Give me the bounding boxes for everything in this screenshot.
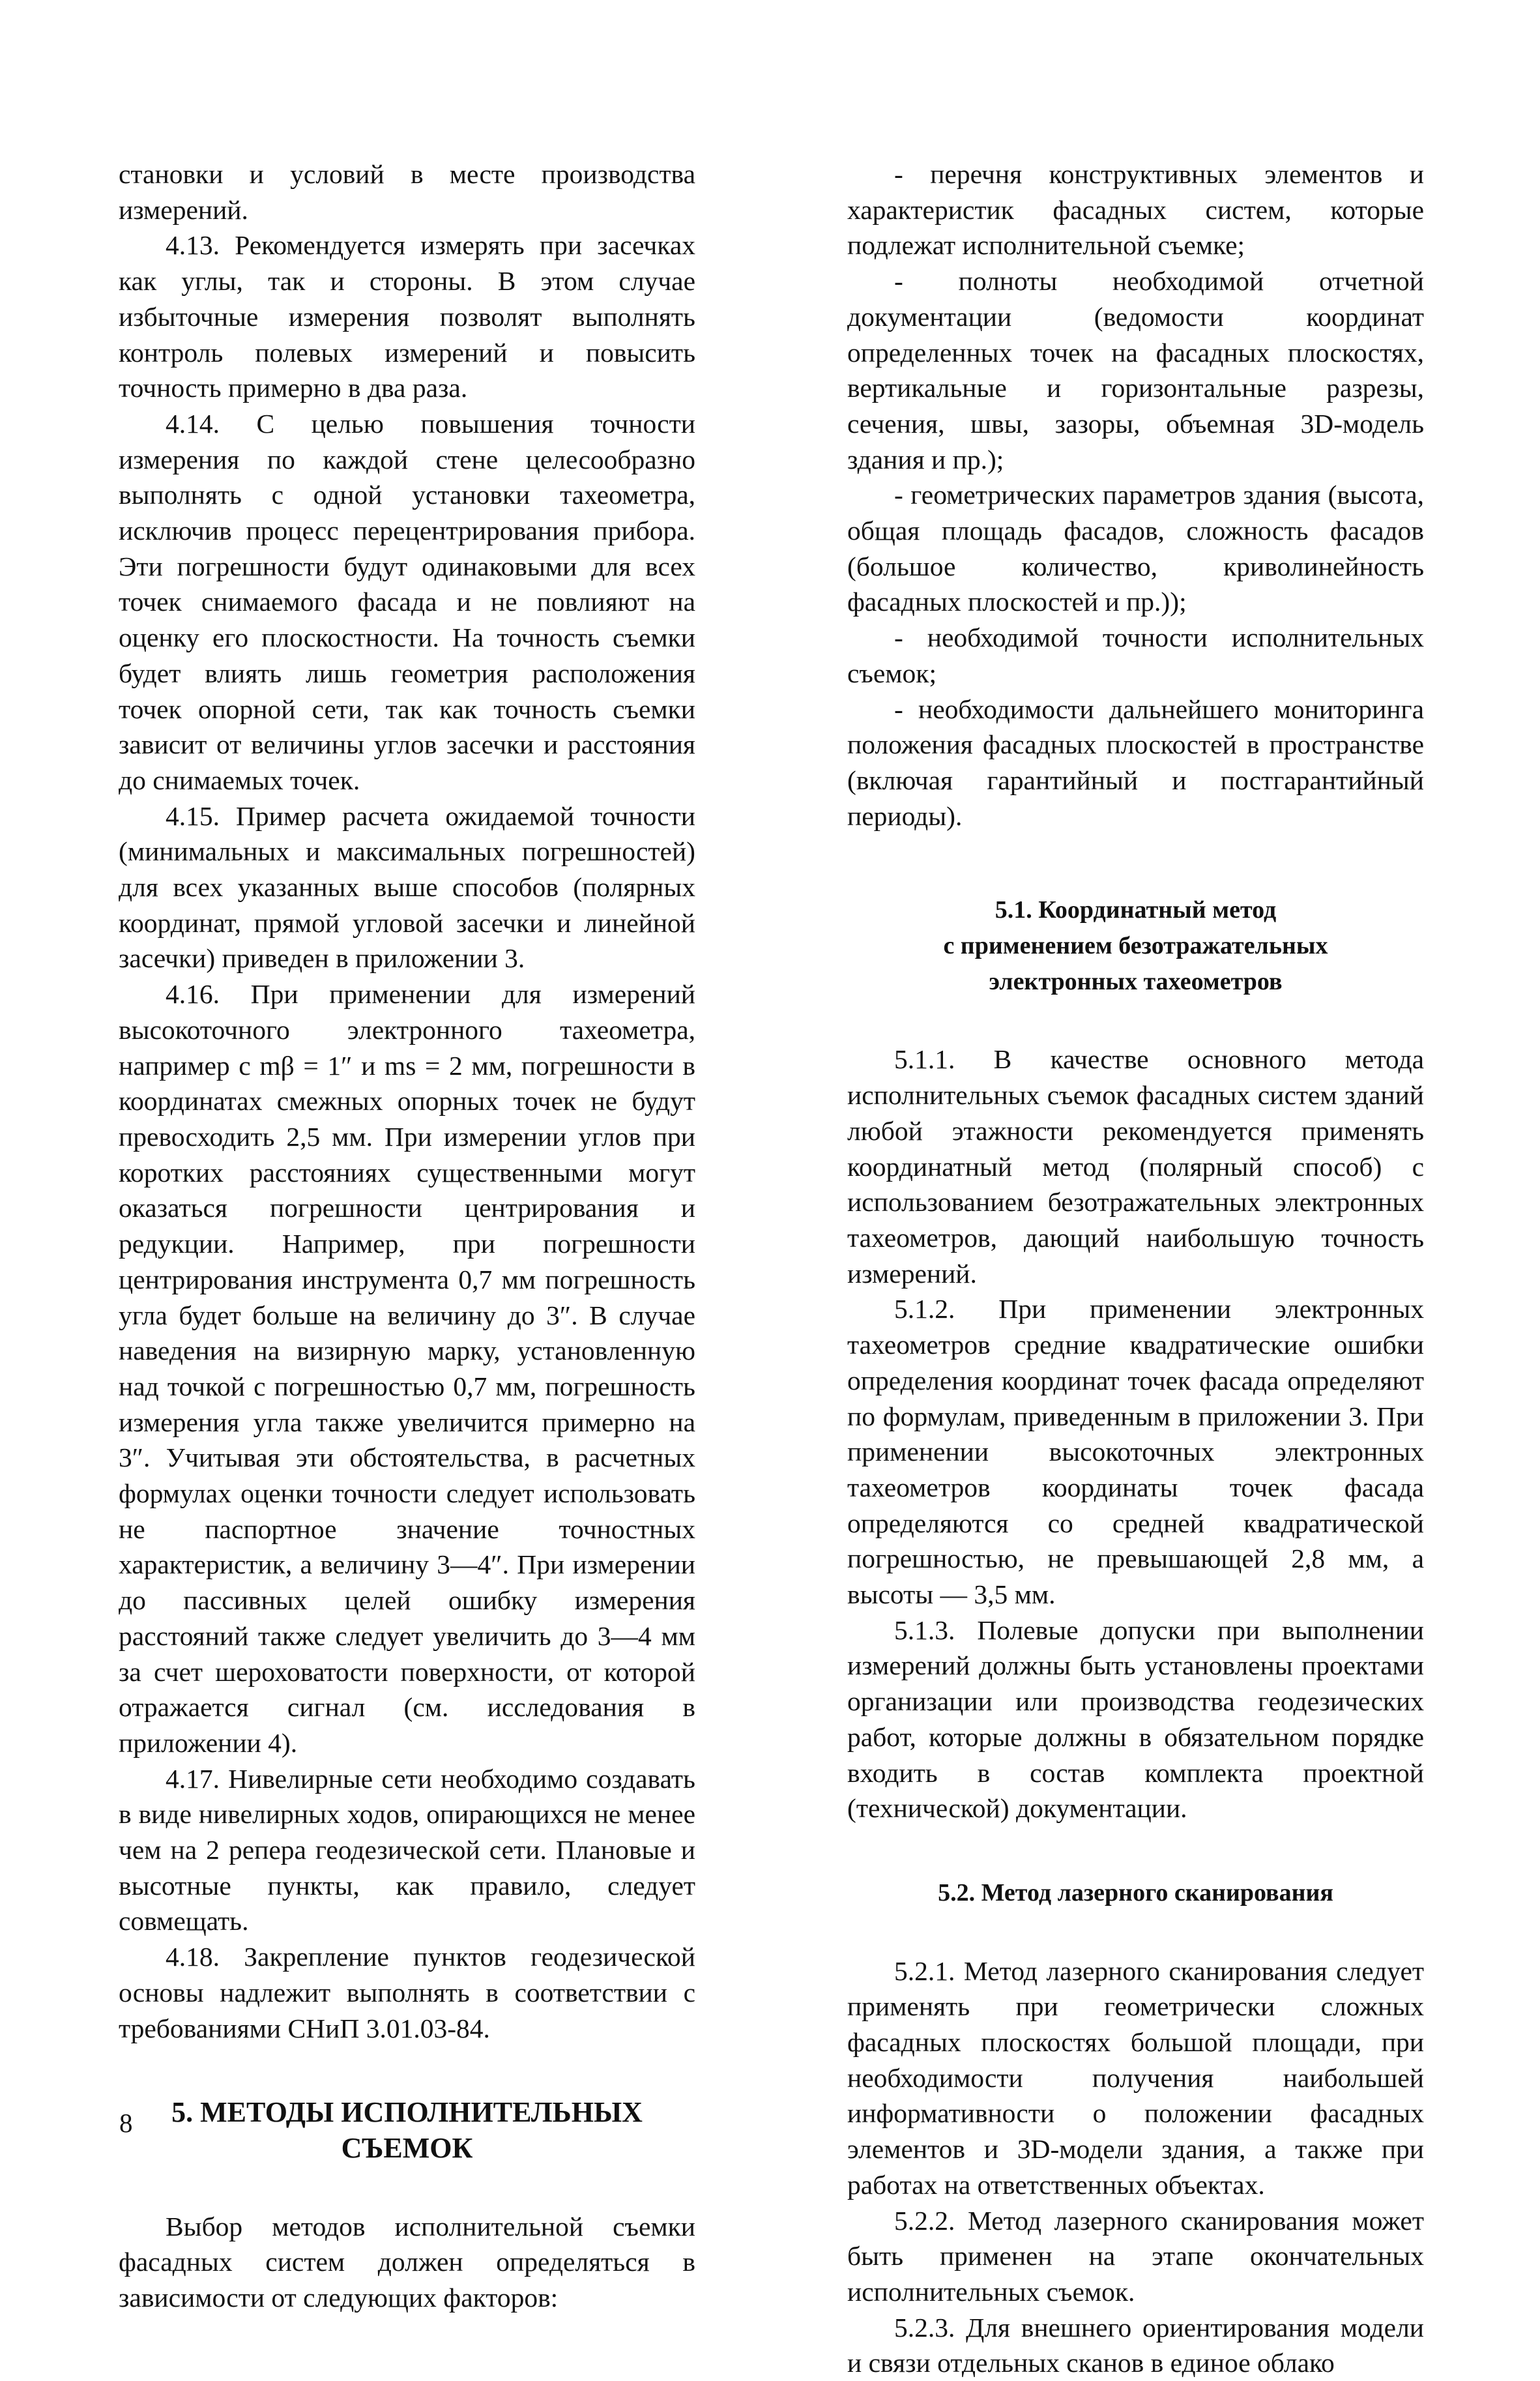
heading-line: с применением безотражательных (943, 932, 1328, 960)
section-title: 5. МЕТОДЫ ИСПОЛНИТЕЛЬНЫХ СЪЕМОК (171, 2096, 643, 2164)
list-item: - необходимой точности исполнительных съемок; (847, 622, 1424, 688)
paragraph-4-16: 4.16. При применении для измерений высокоточного электронного тахеометра, например с mβ = 1″ и ms = 2 мм, погрешности в координатах смежных опорных точек не будут превосходить 2,5 мм. При измерении углов при коротких расстояниях существенными могут оказаться погрешности центрирования и редукции. Например, при погрешности центрирования инструмента 0,7 мм погрешность угла будет больше на величину до 3″. В случае наведения на визирную марку, установленную над точкой с погрешностью 0,7 мм, погрешность измерения угла также увеличится примерно на 3″. Учитывая эти обстоятельства, в расчетных формулах оценки точности следует использовать не паспортное значение точностных характеристик, а величину 3—4″. При измерении до пассивных целей ошибку измерения расстояний также следует увеличить до 3—4 мм за счет шероховатости поверхности, от которой отражается сигнал (см. исследования в приложении 4). (119, 979, 695, 1758)
list-item: - перечня конструктивных элементов и характеристик фасадных систем, которые подлежат исполнительной съемке; (847, 159, 1424, 261)
paragraph: становки и условий в месте производства измерений. (119, 159, 695, 225)
list-item: - полноты необходимой отчетной документации (ведомости координат определенных точек на фасадных плоскостях, вертикальные и горизонтальные разрезы, сечения, швы, зазоры, объемная 3D-модель здания и пр.); (847, 266, 1424, 475)
right-column (847, 156, 1424, 2381)
subsection-heading-5-1 (847, 892, 1424, 999)
paragraph-4-15: 4.15. Пример расчета ожидаемой точности (минимальных и максимальных погрешностей) для всех указанных выше способов (полярных координат, прямой угловой засечки и линейной засечки) приведен в приложении 3. (119, 800, 695, 974)
paragraph-5-2-1: 5.2.1. Метод лазерного сканирования следует применять при геометрически сложных фасадных плоскостях большой площади, при необходимости получения наибольшей информативности о положении фасадных элементов и 3D-модели здания, а также при работах на ответственных объектах. (847, 1955, 1424, 2200)
list-item: - геометрических параметров здания (высота, общая площадь фасадов, сложность фасадов (большое количество, криволинейность фасадных плоскостей и пр.)); (847, 480, 1424, 617)
paragraph-4-17: 4.17. Нивелирные сети необходимо создавать в виде нивелирных ходов, опирающихся не менее чем на 2 репера геодезической сети. Плановые и высотные пункты, как правило, следует совмещать. (119, 1763, 695, 1936)
paragraph-5-1-1: 5.1.1. В качестве основного метода исполнительных съемок фасадных систем зданий любой этажности рекомендуется применять координатный метод (полярный способ) с использованием безотражательных электронных тахеометров, дающий наибольшую точность измерений. (847, 1044, 1424, 1289)
paragraph-5-2-3: 5.2.3. Для внешнего ориентирования модели и связи отдельных сканов в единое облако (847, 2312, 1424, 2378)
paragraph-4-13: 4.13. Рекомендуется измерять при засечках как углы, так и стороны. В этом случае избыточные измерения позволят выполнять контроль полевых измерений и повысить точность примерно в два раза. (119, 230, 695, 403)
subsection-heading-5-2: 5.2. Метод лазерного сканирования (938, 1878, 1333, 1906)
paragraph-5-2-2: 5.2.2. Метод лазерного сканирования может быть применен на этапе окончательных исполнительных съемок. (847, 2205, 1424, 2307)
paragraph-5-1-2: 5.1.2. При применении электронных тахеометров средние квадратические ошибки определения координат точек фасада определяют по формулам, приведенным в приложении 3. При применении высокоточных электронных тахеометров координаты точек фасада определяются со средней квадратической погрешностью, не превышающей 2,8 мм, а высоты — 3,5 мм. (847, 1294, 1424, 1610)
heading-line: электронных тахеометров (989, 967, 1283, 995)
paragraph-5-1-3: 5.1.3. Полевые допуски при выполнении измерений должны быть установлены проектами организации или производства геодезических работ, которые должны в обязательном порядке входить в состав комплекта проектной (технической) документации. (847, 1614, 1424, 1824)
page-number: 8 (119, 2108, 133, 2138)
list-item: - необходимости дальнейшего мониторинга положения фасадных плоскостей в пространстве (включая гарантийный и постгарантийный периоды). (847, 694, 1424, 831)
paragraph-4-14: 4.14. С целью повышения точности измерения по каждой стене целесообразно выполнять с одной установки тахеометра, исключив процесс перецентрирования прибора. Эти погрешности будут одинаковыми для всех точек снимаемого фасада и не повлияют на оценку его плоскостности. На точность съемки будет влиять лишь геометрия расположения точек опорной сети, так как точность съемки зависит от величины углов засечки и расстояния до снимаемых точек. (119, 408, 695, 795)
paragraph-4-18: 4.18. Закрепление пунктов геодезической основы надлежит выполнять в соответствии с требованиями СНиП 3.01.03-84. (119, 1942, 695, 2043)
heading-line: 5.1. Координатный метод (995, 896, 1277, 924)
left-column (119, 156, 695, 2316)
paragraph-intro: Выбор методов исполнительной съемки фасадных систем должен определяться в зависимости от следующих факторов: (119, 2211, 695, 2313)
